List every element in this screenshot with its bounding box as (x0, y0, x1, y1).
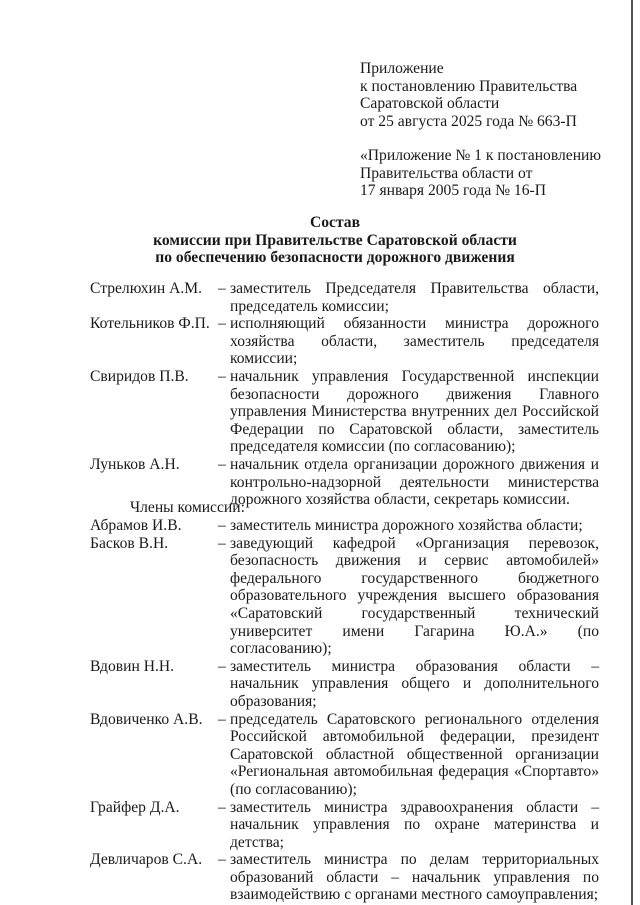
original-appendix-block (360, 147, 630, 200)
dash: – (218, 455, 226, 473)
appendix-line: от 25 августа 2025 года № 663-П (360, 112, 577, 130)
list-item (90, 517, 599, 535)
member-name: Котельников Ф.П. (90, 315, 210, 333)
list-item (90, 368, 599, 456)
member-role: заместитель Председателя Правительства области, председатель комиссии; (230, 280, 599, 315)
member-name: Вдовин Н.Н. (90, 657, 175, 675)
member-name: Девличаров С.А. (90, 851, 203, 869)
dash: – (218, 534, 226, 552)
members-heading: Члены комиссии: (130, 499, 245, 516)
dash: – (218, 517, 226, 534)
member-role: начальник отдела организации дорожного движения и контрольно-надзорной деятельности министерства дорожного хозяйства области, секретарь комиссии. (230, 455, 599, 509)
member-name: Стрелюхин А.М. (90, 280, 203, 297)
title-line: комиссии при Правительстве Саратовской области (153, 231, 517, 249)
list-item (90, 799, 599, 852)
list-item (90, 280, 599, 315)
member-name: Свиридов П.В. (90, 367, 189, 385)
member-name: Луньков А.Н. (90, 455, 180, 473)
appendix-line: Саратовской области (360, 95, 500, 113)
member-name: Басков В.Н. (90, 534, 169, 552)
scan-edge (631, 0, 633, 905)
appendix-line: 17 января 2005 года № 16-П (360, 182, 546, 200)
leaders-list (90, 280, 599, 509)
member-role: заместитель министра здравоохранения области – начальник управления по охране материнства и детства; (230, 798, 599, 851)
document-title (100, 214, 570, 267)
appendix-line: к постановлению Правительства (360, 77, 578, 95)
list-item (90, 315, 599, 368)
appendix-line: Правительства области от (360, 164, 533, 182)
list-item (90, 711, 599, 799)
list-item (90, 535, 599, 658)
member-role: заместитель министра дорожного хозяйства области; (230, 517, 583, 534)
dash: – (218, 851, 226, 869)
dash: – (218, 280, 226, 297)
dash: – (218, 798, 226, 816)
dash: – (218, 315, 226, 333)
title-line: по обеспечению безопасности дорожного движения (155, 249, 515, 267)
member-role: председатель Саратовского регионального отделения Российской автомобильной федерации, президент Саратовской областной общественной организации «Региональная автомобильная федерация «Спортавто» (по согласованию); (230, 710, 599, 798)
member-role: заведующий кафедрой «Организация перевозок, безопасность движения и сервис автомобилей» федерального государственного бюджетного образовательного учреждения высшего образования «Саратовский государственный технический университет имени Гагарина Ю.А.» (по согласованию); (230, 534, 599, 658)
dash: – (218, 710, 226, 728)
appendix-line: Приложение (360, 60, 444, 77)
member-role: заместитель министра по делам территориальных образований области – начальник управления по взаимодействию с органами местного самоуправления; (230, 851, 599, 904)
member-role: начальник управления Государственной инспекции безопасности дорожного движения Главного управления Министерства внутренних дел Российской Федерации по Саратовской области, заместитель председателя комиссии (по согласованию); (230, 367, 599, 456)
list-item (90, 658, 599, 711)
appendix-line: «Приложение № 1 к постановлению (360, 147, 602, 164)
member-name: Абрамов И.В. (90, 517, 182, 534)
member-name: Вдовиченко А.В. (90, 710, 203, 728)
dash: – (218, 657, 226, 675)
member-role: заместитель министра образования области – начальник управления общего и дополнительного образования; (230, 657, 599, 710)
list-item (90, 851, 599, 904)
dash: – (218, 367, 226, 385)
member-role: исполняющий обязанности министра дорожного хозяйства области, заместитель председателя комиссии; (230, 315, 599, 368)
title-line: Состав (309, 214, 361, 231)
appendix-block (360, 60, 630, 130)
members-list (90, 517, 599, 904)
member-name: Грайфер Д.А. (90, 798, 180, 816)
